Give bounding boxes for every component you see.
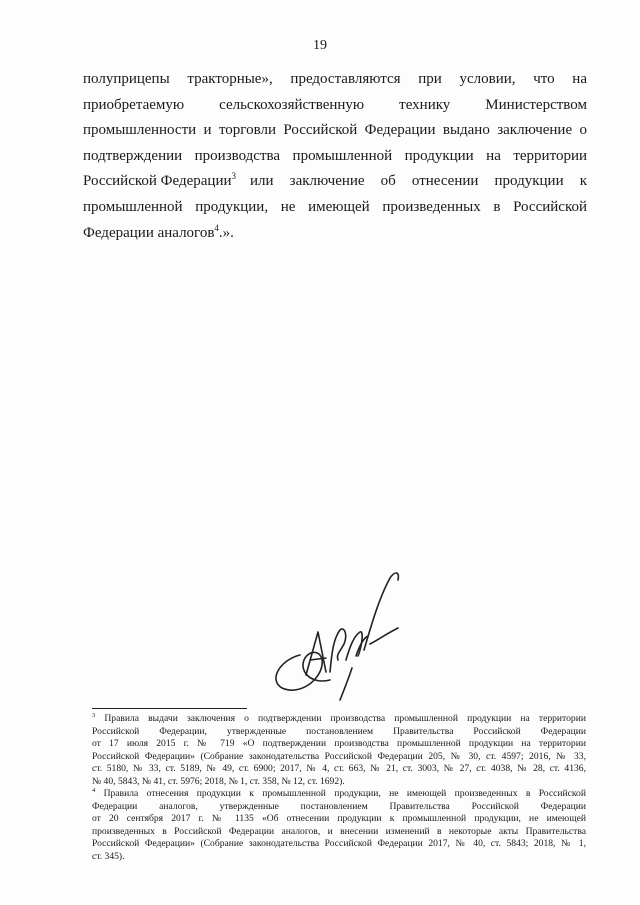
footnote-4-marker: 4 — [92, 788, 96, 794]
footnote-3-marker: 3 — [92, 713, 96, 719]
body-line: промышленной продукции, не имеющей произведенных в Российской — [83, 198, 587, 215]
footnote-4-line: Российской Федерации» (Собрание законодательства Российской Федерации 2017, № 40, ст. 5843; 2018, № 1, — [92, 838, 586, 849]
footnote-4-line: от 20 сентября 2017 г. № 1135 «Об отнесении продукции к промышленной продукции, не имеющей — [92, 813, 586, 824]
footnote-4-line: $^4$ Правила отнесения продукции к промышленной продукции, не имеющей произведенных в Российской — [92, 788, 586, 799]
footnote-divider — [92, 708, 247, 709]
footnote-3-line: от 17 июля 2015 г. № 719 «О подтверждении производства промышленной продукции на территории — [92, 738, 586, 749]
footnote-ref-3[interactable]: 3 — [231, 171, 237, 182]
footnote-4-line: ст. 345). — [92, 850, 125, 862]
body-text-fragment: или заключение об отнесении продукции к — [250, 173, 587, 190]
footnote-3-line: Российской Федерации» (Собрание законодательства Российской Федерации 205, № 30, ст. 4597; 2016, № 33, — [92, 750, 586, 762]
footnote-ref-4[interactable]: 4 — [214, 222, 219, 233]
body-line: промышленности и торговли Российской Федерации выдано заключение о — [83, 122, 587, 139]
body-line-with-footnote-3 — [83, 169, 587, 195]
footnotes — [92, 713, 586, 863]
body-text-fragment: .». — [218, 224, 234, 241]
footnote-4-line: произведенных в Российской Федерации аналогов, и внесении изменений в некоторые акты Правительства — [92, 825, 586, 837]
body-line-with-footnote-4 — [83, 221, 587, 247]
body-text-fragment: Российской Федерации — [83, 173, 232, 190]
footnote-4-line: Федерации аналогов, утвержденные постановлением Правительства Российской Федерации — [92, 800, 586, 812]
body-text-fragment: Федерации аналогов — [83, 224, 215, 241]
page-number: 19 — [313, 38, 327, 53]
body-line: приобретаемую сельскохозяйственную технику Министерством — [83, 96, 587, 113]
footnote-3-line: Российской Федерации, утвержденные постановлением Правительства Российской Федерации — [92, 725, 586, 737]
footnote-3-line: № 40, 5843, № 41, ст. 5976; 2018, № 1, ст. 358, № 12, ст. 1692). — [92, 775, 345, 787]
footnote-3-line: $^3$ Правила выдачи заключения о подтверждении производства промышленной продукции на территории — [92, 713, 586, 724]
body-line: подтверждении производства промышленной продукции на территории — [83, 147, 587, 164]
body-paragraph — [83, 67, 587, 246]
body-line: полуприцепы тракторные», предоставляются при условии, что на — [83, 71, 587, 87]
footnote-3-line: ст. 5180, № 33, ст. 5189, № 49, ст. 6900; 2017, № 4, ст. 663, № 21, ст. 3003, № 27, ст. 4038, № 28, ст. 4136, — [92, 763, 586, 774]
signature-icon — [260, 560, 410, 710]
